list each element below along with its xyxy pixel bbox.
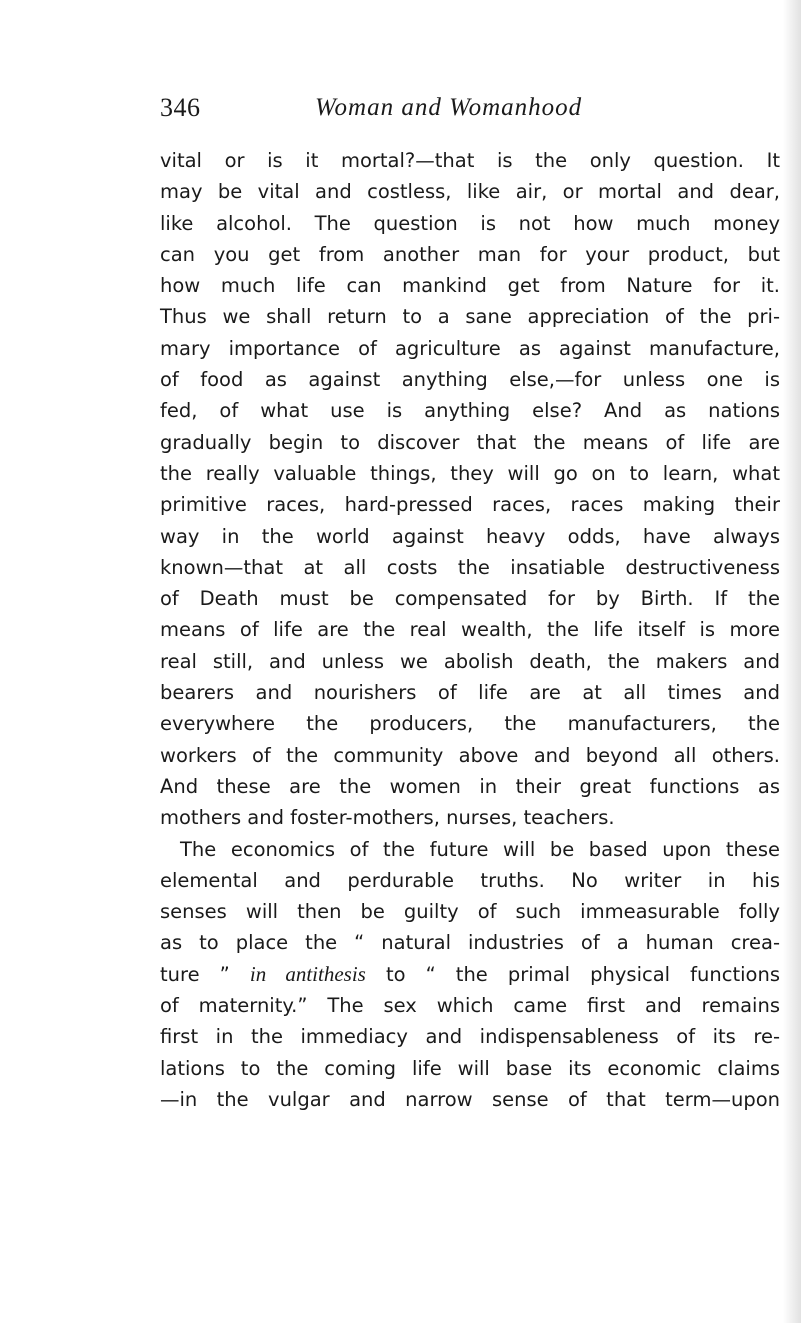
text-line: mothers and foster-mothers, nurses, teachers.: [160, 806, 615, 830]
page-number: 346: [160, 93, 201, 122]
text-line: may be vital and costless, like air, or mortal and dear,: [160, 180, 780, 204]
text-line: Thus we shall return to a sane appreciation of the pri-: [160, 305, 780, 329]
page-edge-shadow: [783, 0, 801, 1323]
text-line: mary importance of agriculture as against manufacture,: [160, 336, 780, 360]
text-segment: to “ the primal physical functions: [365, 962, 780, 986]
text-line: senses will then be guilty of such immeasurable folly: [160, 900, 780, 924]
text-line: vital or is it mortal?—that is the only question. It: [160, 149, 780, 172]
text-line: fed, of what use is anything else? And as nations: [160, 399, 780, 423]
text-line: way in the world against heavy odds, have always: [160, 524, 780, 548]
text-line: known—that at all costs the insatiable destructiveness: [160, 555, 780, 579]
text-line: lations to the coming life will base its economic claims: [160, 1056, 780, 1080]
running-head: [160, 88, 720, 128]
text-line: bearers and nourishers of life are at all times and: [160, 681, 780, 705]
text-line: how much life can mankind get from Nature for it.: [160, 274, 780, 298]
text-line: can you get from another man for your product, but: [160, 242, 780, 266]
text-line: first in the immediacy and indispensableness of its re-: [160, 1025, 780, 1049]
text-line: —in the vulgar and narrow sense of that term—upon: [160, 1087, 780, 1111]
text-line: real still, and unless we abolish death, the makers and: [160, 649, 780, 673]
italic-text-segment: in antithesis: [249, 961, 366, 986]
text-line: of food as against anything else,—for unless one is: [160, 368, 780, 392]
text-line: primitive races, hard-pressed races, races making their: [160, 493, 780, 517]
running-title: Woman and Womanhood: [315, 94, 583, 121]
text-line: workers of the community above and beyond all others.: [160, 743, 780, 767]
text-line-with-italic: [160, 959, 780, 990]
text-line-paragraph-start: The economics of the future will be based upon these: [180, 837, 780, 861]
text-line: And these are the women in their great functions as: [160, 774, 780, 798]
text-line: elemental and perdurable truths. No writer in his: [160, 868, 780, 892]
text-line: like alcohol. The question is not how much money: [160, 211, 780, 235]
text-line: as to place the “ natural industries of a human crea-: [160, 931, 780, 955]
text-segment: ture ”: [160, 962, 250, 986]
text-line: gradually begin to discover that the means of life are: [160, 430, 780, 454]
text-line: of maternity.” The sex which came first and remains: [160, 994, 780, 1018]
text-line: everywhere the producers, the manufacturers, the: [160, 712, 780, 736]
text-line: of Death must be compensated for by Birth. If the: [160, 587, 780, 611]
text-line: means of life are the real wealth, the life itself is more: [160, 618, 780, 642]
text-line: the really valuable things, they will go on to learn, what: [160, 461, 780, 485]
body-text: [160, 145, 780, 1115]
